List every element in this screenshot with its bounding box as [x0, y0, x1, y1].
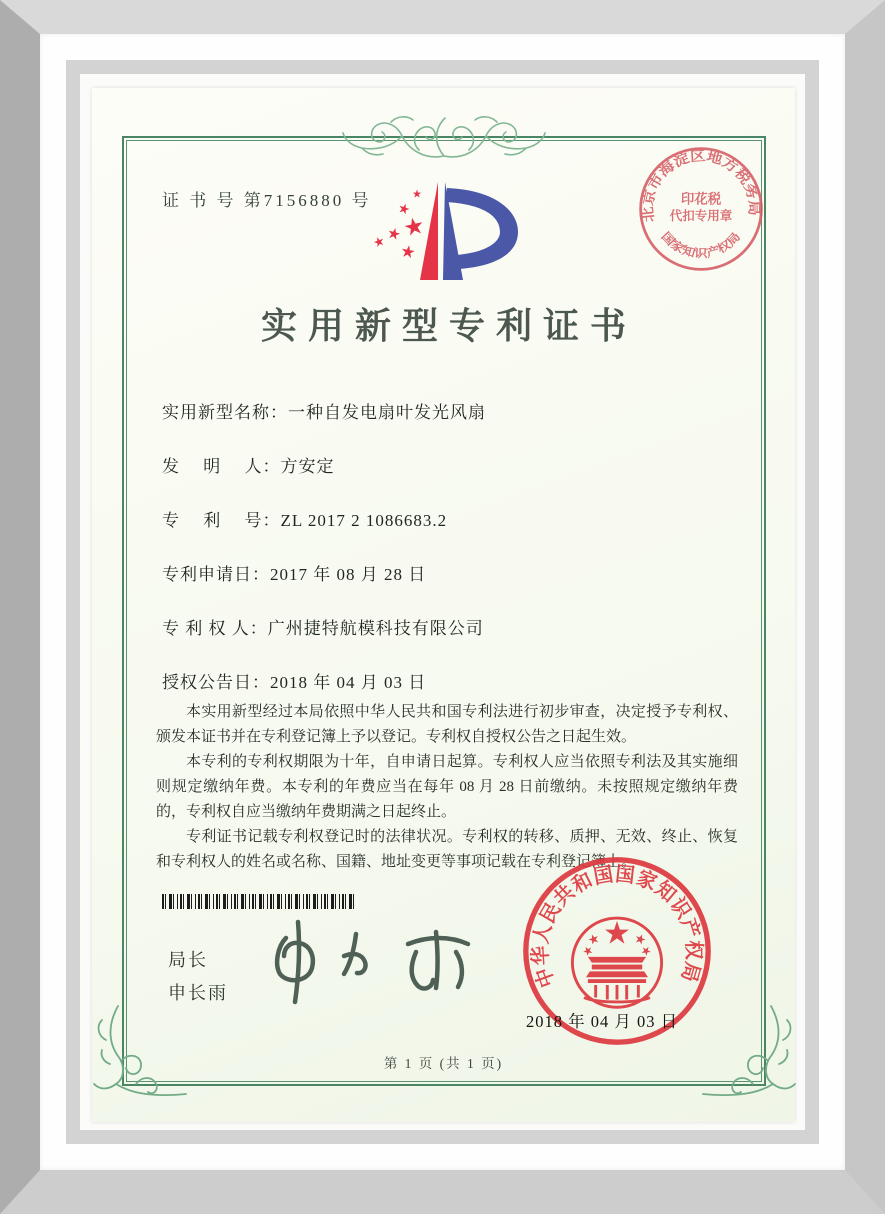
field-row-patent-number [162, 510, 486, 532]
field-row-grant-date [162, 672, 486, 694]
stamp-tax-seal [636, 144, 766, 274]
field-value: 2017 年 08 月 28 日 [270, 565, 427, 584]
logo-p-mark-icon [420, 182, 518, 280]
legal-paragraph: 本实用新型经过本局依照中华人民共和国专利法进行初步审查，决定授予专利权、颁发本证书并在专利登记簿上予以登记。专利权自授权公告之日起生效。 [156, 704, 738, 745]
legal-text-block [156, 700, 738, 875]
field-value: 2018 年 04 月 03 日 [270, 673, 427, 692]
tax-seal-ring-text: 北京市海淀区地方税务局 [640, 148, 762, 223]
national-emblem-icon [572, 918, 661, 1007]
certificate-fields [162, 402, 486, 694]
field-value: ZL 2017 2 1086683.2 [280, 511, 448, 530]
seal-ring-text: 中华人民共和国国家知识产权局 [529, 863, 704, 991]
field-label: 专 利 权 人： [162, 619, 268, 638]
field-row-filing-date [162, 564, 486, 586]
legal-paragraph: 本专利的专利权期限为十年，自申请日起算。专利权人应当依照专利法及其实施细则规定缴纳年费。本专利的年费应当在每年 08 月 28 日前缴纳。未按照规定缴纳年费的，专利权自应当缴纳年费期满之日起终止。 [156, 754, 738, 820]
commissioner-name: 申长雨 [168, 983, 228, 1003]
commissioner-title: 局长 [168, 950, 208, 970]
certificate-number: 证 书 号 第7156880 号 [162, 191, 372, 210]
logo-stars-icon [372, 190, 424, 259]
field-row-utility-model-name [162, 402, 486, 424]
seal-issue-date: 2018 年 04 月 03 日 [526, 1012, 679, 1031]
certificate-paper [92, 88, 795, 1122]
field-label: 专 利 号： [162, 511, 281, 530]
field-label: 专利申请日： [162, 565, 270, 584]
field-label: 授权公告日： [162, 673, 270, 692]
tax-seal-bottom-text: 国家知识产权局 [658, 229, 742, 261]
barcode [162, 894, 354, 909]
tax-seal-center-line2: 代扣专用章 [669, 209, 733, 224]
field-label: 实用新型名称： [162, 403, 288, 422]
bottom-left-corner-flourish-ornament [88, 1000, 192, 1108]
certificate-title: 实用新型专利证书 [260, 306, 637, 346]
field-row-patentee [162, 618, 486, 640]
tax-seal-center-line1: 印花税 [680, 191, 722, 207]
commissioner-signature [260, 916, 490, 1006]
top-center-flourish-ornament [339, 110, 549, 166]
field-value: 广州捷特航模科技有限公司 [267, 619, 484, 638]
page-number-footer: 第 1 页 (共 1 页) [383, 1056, 504, 1071]
field-value: 方安定 [280, 457, 335, 476]
field-label: 发 明 人： [162, 457, 281, 476]
bottom-right-corner-flourish-ornament [697, 1000, 801, 1108]
legal-paragraph: 专利证书记载专利权登记时的法律状况。专利权的转移、质押、无效、终止、恢复和专利权人的姓名或名称、国籍、地址变更等事项记载在专利登记簿上。 [156, 829, 738, 870]
patent-office-logo [358, 178, 530, 290]
field-value: 一种自发电扇叶发光风扇 [288, 403, 486, 422]
field-row-inventor [162, 456, 486, 478]
svg-text:国家知识产权局 [659, 229, 744, 260]
